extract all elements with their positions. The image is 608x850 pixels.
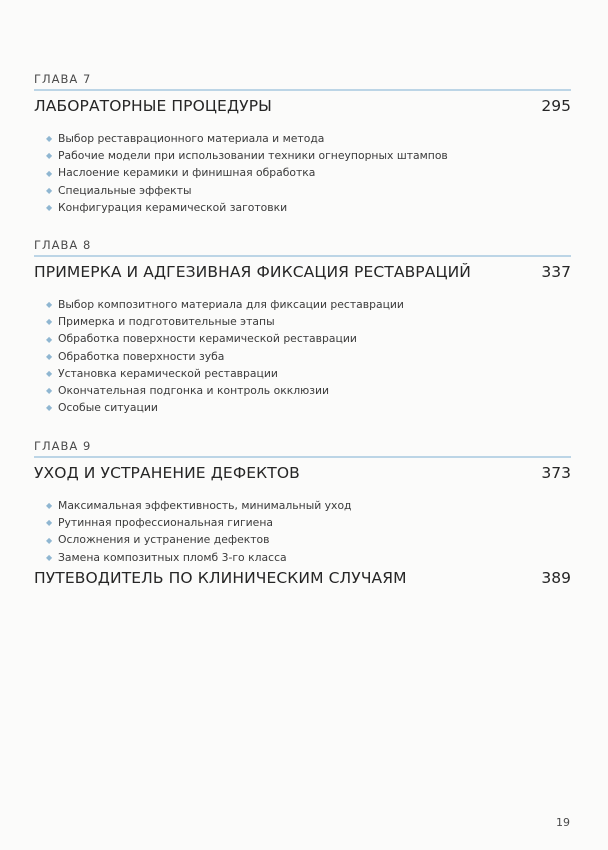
bullet-icon: ◆ [46, 386, 53, 396]
bullet-icon: ◆ [46, 368, 53, 378]
chapter-title[interactable]: ПРИМЕРКА И АДГЕЗИВНАЯ ФИКСАЦИЯ РЕСТАВРАЦИЙ [34, 263, 471, 281]
chapter-page-number: 373 [541, 464, 571, 482]
bullet-icon: ◆ [46, 168, 53, 178]
chapter-item-list [34, 497, 571, 566]
toc-item[interactable] [46, 330, 571, 347]
toc-item[interactable] [46, 348, 571, 365]
toc-item[interactable] [46, 365, 571, 382]
chapter-label: ГЛАВА 9 [34, 439, 92, 453]
toc-item-label: Обработка поверхности зуба [58, 349, 225, 363]
toc-item[interactable] [46, 147, 571, 164]
toc-item-label: Обработка поверхности керамической реставрации [58, 332, 357, 346]
chapter-title-row[interactable] [34, 96, 571, 116]
toc-item[interactable] [46, 531, 571, 548]
chapter-divider [34, 255, 571, 257]
toc-item[interactable] [46, 199, 571, 216]
bullet-icon: ◆ [46, 518, 53, 528]
bullet-icon: ◆ [46, 151, 53, 161]
bullet-icon: ◆ [46, 403, 53, 413]
guide-title[interactable]: ПУТЕВОДИТЕЛЬ ПО КЛИНИЧЕСКИМ СЛУЧАЯМ [34, 569, 407, 587]
chapter-title[interactable]: УХОД И УСТРАНЕНИЕ ДЕФЕКТОВ [34, 464, 300, 482]
bullet-icon: ◆ [46, 552, 53, 562]
toc-item[interactable] [46, 549, 571, 566]
toc-item[interactable] [46, 514, 571, 531]
toc-item-label: Осложнения и устранение дефектов [58, 533, 270, 547]
page-number: 19 [556, 816, 570, 829]
clinical-cases-guide-row[interactable] [34, 568, 571, 588]
chapter-7-section [34, 72, 571, 216]
toc-item-label: Максимальная эффективность, минимальный уход [58, 499, 352, 512]
bullet-icon: ◆ [46, 202, 53, 212]
toc-item[interactable] [46, 296, 571, 313]
toc-item-label: Выбор композитного материала для фиксации реставрации [58, 298, 404, 311]
guide-page-number: 389 [541, 569, 571, 587]
bullet-icon: ◆ [46, 185, 53, 195]
chapter-title-row[interactable] [34, 463, 571, 483]
bullet-icon: ◆ [46, 134, 53, 144]
toc-item-label: Окончательная подгонка и контроль окклюзии [58, 384, 330, 398]
toc-item-label: Примерка и подготовительные этапы [58, 315, 275, 329]
chapter-9-section [34, 439, 571, 566]
chapter-label: ГЛАВА 7 [34, 72, 92, 86]
bullet-icon: ◆ [46, 501, 53, 511]
toc-item[interactable] [46, 130, 571, 147]
toc-item[interactable] [46, 497, 571, 514]
toc-item-label: Рутинная профессиональная гигиена [58, 516, 273, 530]
chapter-item-list [34, 130, 571, 216]
bullet-icon: ◆ [46, 334, 53, 344]
toc-item-label: Рабочие модели при использовании техники огнеупорных штампов [58, 149, 448, 163]
chapter-8-section [34, 238, 571, 416]
toc-item[interactable] [46, 182, 571, 199]
chapter-item-list [34, 296, 571, 416]
bullet-icon: ◆ [46, 317, 53, 327]
toc-item[interactable] [46, 399, 571, 416]
chapter-title-row[interactable] [34, 262, 571, 282]
toc-item[interactable] [46, 313, 571, 330]
bullet-icon: ◆ [46, 300, 53, 310]
bullet-icon: ◆ [46, 535, 53, 545]
toc-item-label: Конфигурация керамической заготовки [58, 200, 288, 214]
toc-item-label: Особые ситуации [58, 401, 158, 415]
chapter-page-number: 337 [541, 263, 571, 281]
chapter-divider [34, 89, 571, 91]
chapter-page-number: 295 [541, 97, 571, 115]
toc-item-label: Специальные эффекты [58, 183, 192, 197]
bullet-icon: ◆ [46, 351, 53, 361]
toc-item-label: Установка керамической реставрации [58, 366, 278, 380]
toc-item[interactable] [46, 382, 571, 399]
toc-item-label: Замена композитных пломб 3-го класса [58, 550, 287, 564]
chapter-divider [34, 456, 571, 458]
toc-item-label: Наслоение керамики и финишная обработка [58, 166, 316, 180]
chapter-title[interactable]: ЛАБОРАТОРНЫЕ ПРОЦЕДУРЫ [34, 97, 272, 115]
toc-item[interactable] [46, 164, 571, 181]
chapter-label: ГЛАВА 8 [34, 238, 92, 252]
toc-item-label: Выбор реставрационного материала и метода [58, 132, 325, 145]
